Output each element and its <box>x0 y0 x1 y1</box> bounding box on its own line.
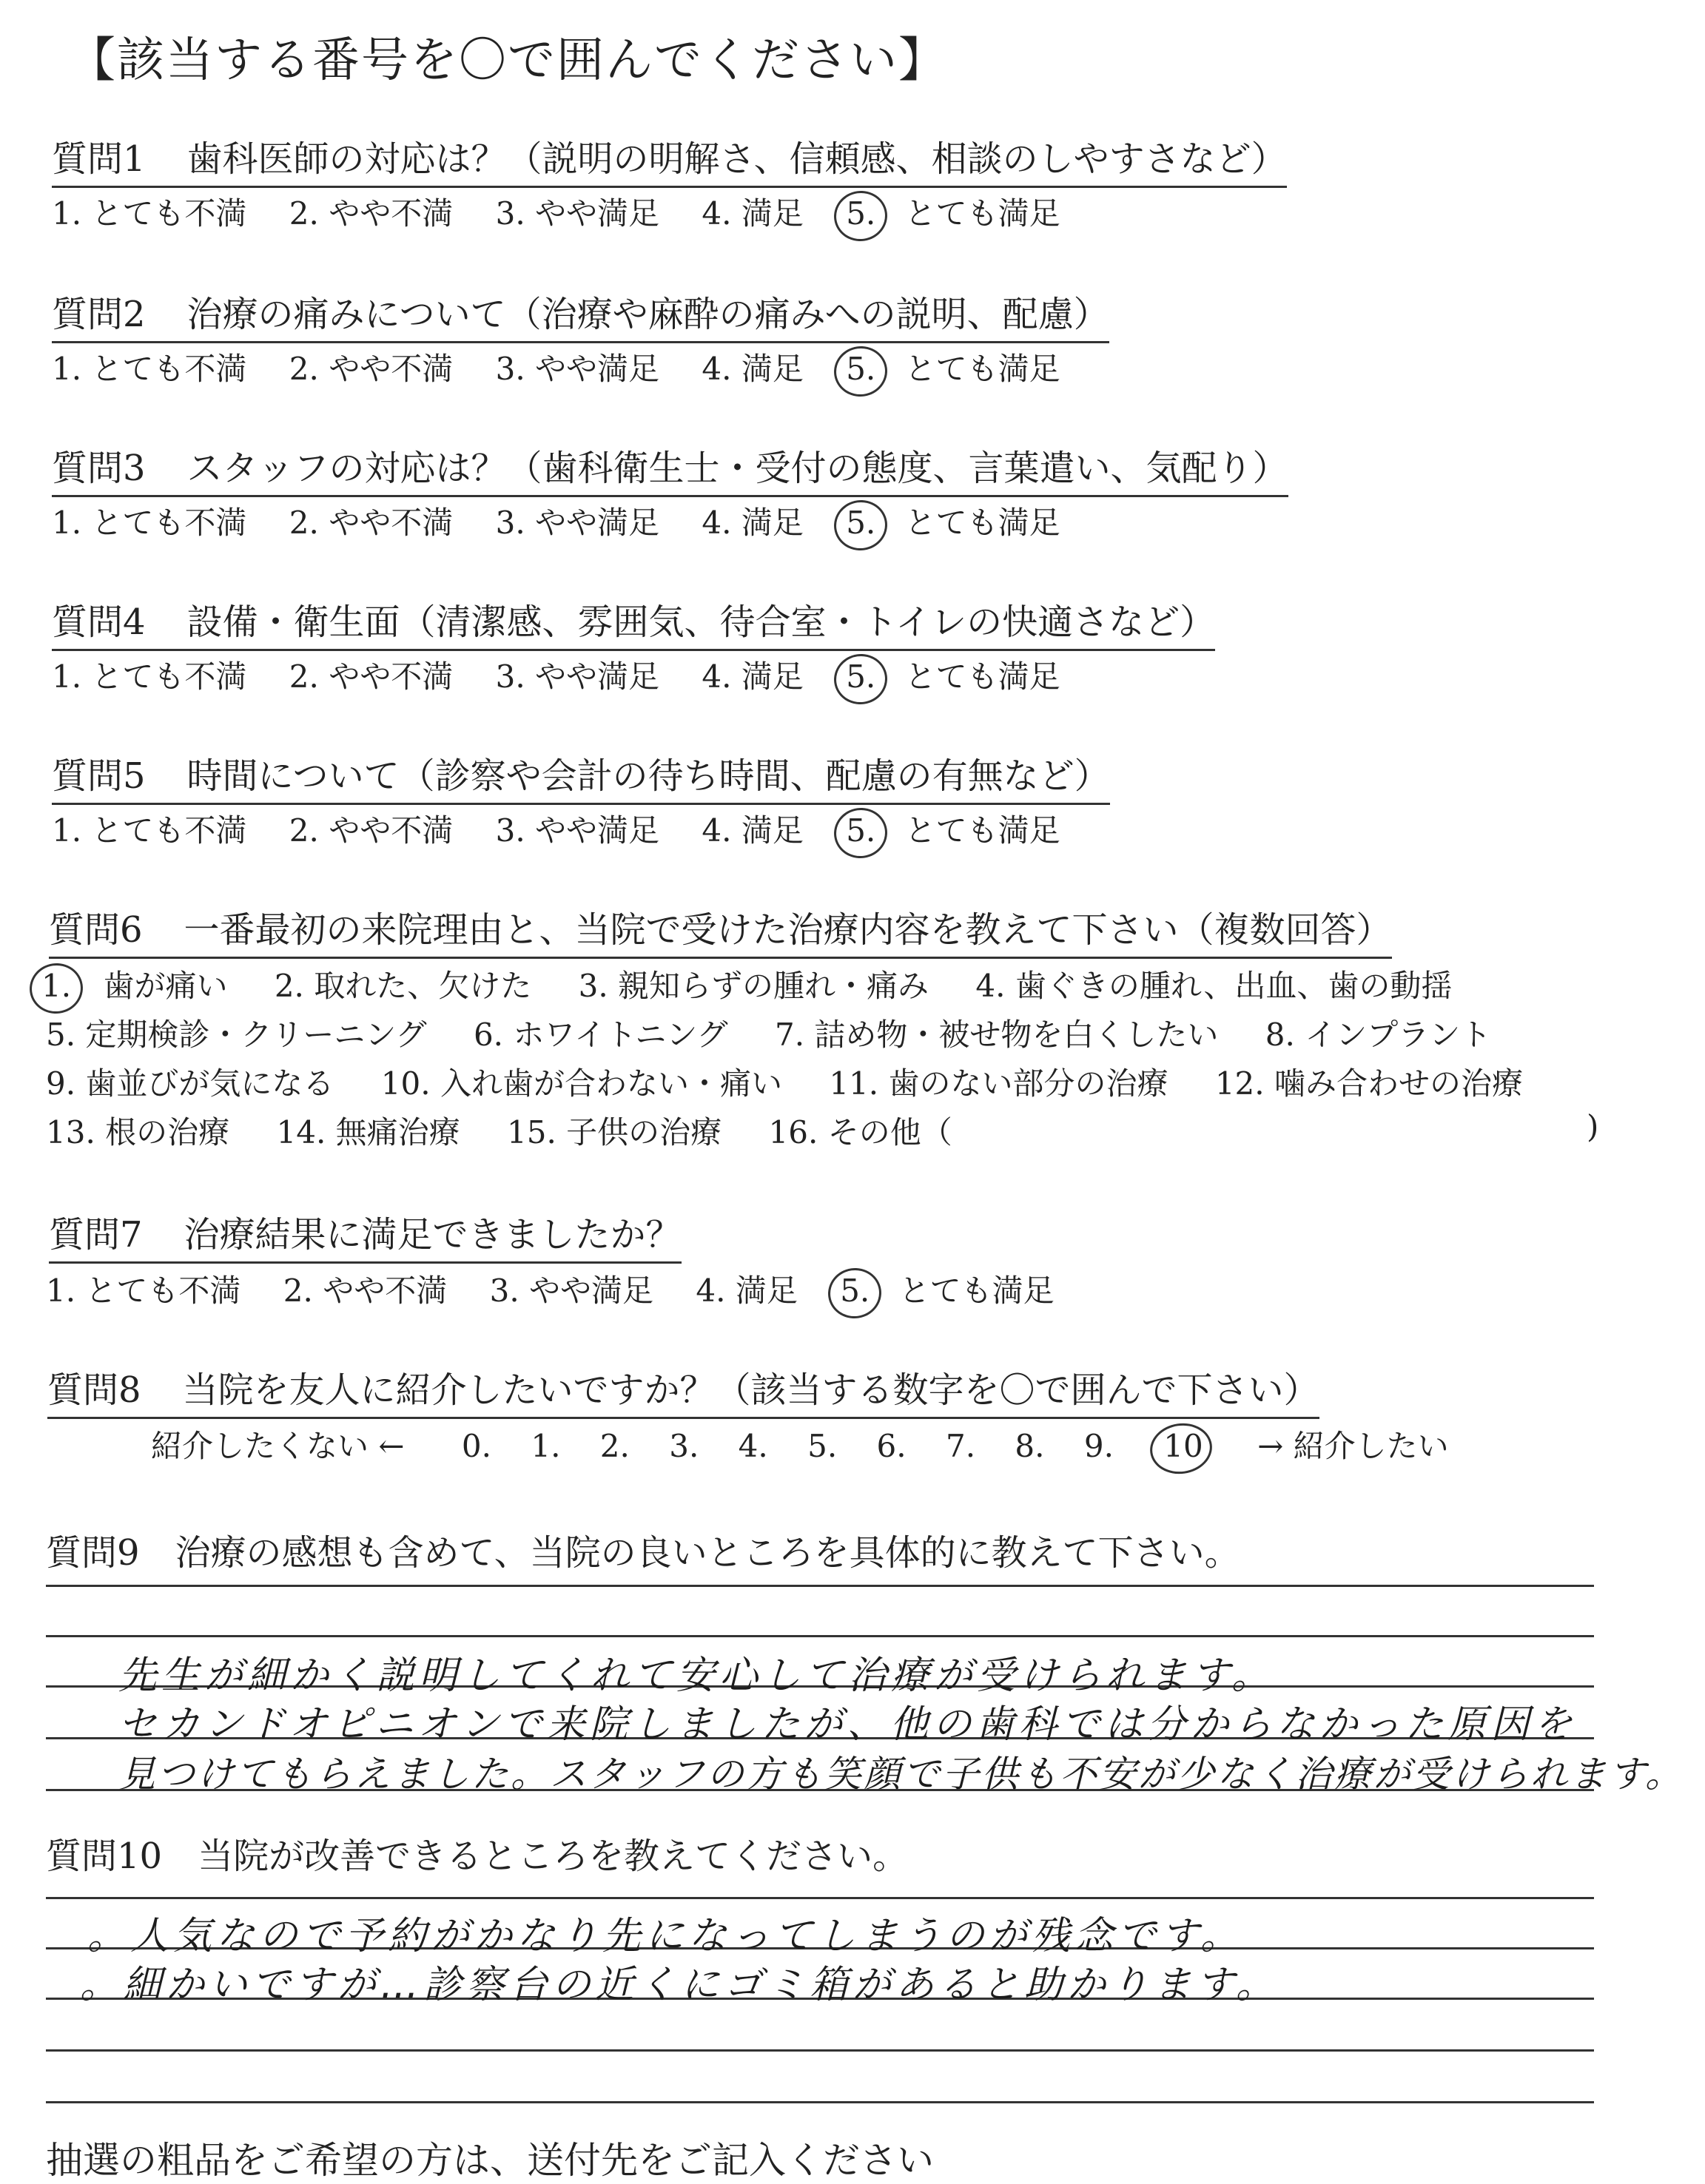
scale-right-label: → 紹介したい <box>1257 1428 1449 1464</box>
scale-0[interactable]: 0. <box>461 1428 491 1464</box>
option-4[interactable]: 4. 満足 <box>702 812 804 849</box>
option-3[interactable]: 3. やや満足 <box>495 812 660 849</box>
scale-2[interactable]: 2. <box>599 1428 630 1464</box>
question-6-row-3 <box>46 1059 1523 1104</box>
question-text: 当院を友人に紹介したいですか？（該当する数字を〇で囲んで下さい） <box>182 1369 1319 1411</box>
handwritten-answer-line: セカンドオピニオンで来院しましたが、他の歯科では分からなかった原因を <box>118 1702 1577 1747</box>
scale-10-selected[interactable]: 10 <box>1163 1428 1203 1464</box>
option-5-selected[interactable]: 5. <box>846 505 876 541</box>
footer-cut-text: 抽選の粗品をご希望の方は、送付先をご記入ください <box>46 2139 934 2182</box>
option-4[interactable]: 4. 満足 <box>702 505 804 541</box>
question-2-title <box>52 286 1109 343</box>
handwritten-answer-line: 先生が細かく説明してくれて安心して治療が受けられます。 <box>118 1654 1274 1698</box>
option-4[interactable]: 4. 満足 <box>696 1273 798 1309</box>
question-5-title <box>52 747 1110 805</box>
question-6-row-4 <box>46 1108 989 1153</box>
option-3[interactable]: 3. やや満足 <box>495 195 660 232</box>
question-4-title <box>52 593 1215 651</box>
option-4[interactable]: 4. 満足 <box>702 658 804 695</box>
reason-option[interactable]: 10. 入れ歯が合わない・痛い <box>380 1065 782 1102</box>
question-text: 歯科医師の対応は？（説明の明解さ、信頼感、相談のしやすさなど） <box>186 138 1287 180</box>
option-2[interactable]: 2. やや不満 <box>289 195 454 232</box>
option-3[interactable]: 3. やや満足 <box>489 1273 654 1309</box>
reason-option[interactable]: 11. 歯のない部分の治療 <box>829 1065 1168 1102</box>
question-number: 質問10 <box>46 1836 163 1877</box>
option-2[interactable]: 2. やや不満 <box>289 505 454 541</box>
answer-line <box>46 1585 1594 1587</box>
scale-4[interactable]: 4. <box>738 1428 768 1464</box>
question-text: 治療の感想も含めて、当院の良いところを具体的に教えて下さい。 <box>175 1532 1240 1574</box>
handwritten-answer-line: 。細かいですが…診察台の近くにゴミ箱があると助かります。 <box>80 1963 1279 2007</box>
question-9-title <box>46 1524 1240 1575</box>
option-5-selected[interactable]: 5. <box>840 1273 870 1309</box>
reason-option[interactable]: 13. 根の治療 <box>46 1114 230 1150</box>
option-4[interactable]: 4. 満足 <box>702 195 804 232</box>
question-3-title <box>52 439 1288 497</box>
answer-line <box>46 2101 1594 2103</box>
reason-option[interactable]: 3. 親知らずの腫れ・痛み <box>578 968 929 1004</box>
question-2-options <box>52 345 1093 389</box>
scale-left-label: 紹介したくない ← <box>151 1428 405 1464</box>
reason-option-other[interactable]: 16. その他（ <box>768 1114 952 1150</box>
option-2[interactable]: 2. やや不満 <box>289 351 454 387</box>
option-2[interactable]: 2. やや不満 <box>289 812 454 849</box>
option-1[interactable]: 1. とても不満 <box>46 1273 241 1309</box>
option-5-selected[interactable]: 5. <box>846 351 876 387</box>
option-3[interactable]: 3. やや満足 <box>495 351 660 387</box>
reason-option[interactable]: 12. 噛み合わせの治療 <box>1214 1065 1523 1102</box>
recommend-scale <box>151 1422 1479 1466</box>
reason-option-1-selected[interactable]: 1. <box>41 968 72 1004</box>
reason-option[interactable]: 7. 詰め物・被せ物を白くしたい <box>774 1017 1219 1053</box>
option-1[interactable]: 1. とても不満 <box>52 812 247 849</box>
question-6-row-2 <box>46 1011 1528 1055</box>
question-10-title <box>46 1827 908 1878</box>
question-7-title <box>49 1206 682 1264</box>
option-5-label: とても満足 <box>904 812 1060 849</box>
option-1[interactable]: 1. とても不満 <box>52 195 247 232</box>
question-number: 質問3 <box>52 448 146 489</box>
question-number: 質問7 <box>49 1214 143 1256</box>
question-text: スタッフの対応は？（歯科衛生士・受付の態度、言葉遣い、気配り） <box>186 448 1288 489</box>
option-3[interactable]: 3. やや満足 <box>495 658 660 695</box>
reason-option[interactable]: 6. ホワイトニング <box>473 1017 728 1053</box>
question-text: 一番最初の来院理由と、当院で受けた治療内容を教えて下さい（複数回答） <box>184 909 1392 951</box>
option-5-selected[interactable]: 5. <box>846 812 876 849</box>
reason-option-1-label: 歯が痛い <box>103 968 228 1004</box>
question-number: 質問6 <box>49 909 143 951</box>
question-number: 質問2 <box>52 294 146 335</box>
question-3-options <box>52 499 1093 543</box>
reason-option[interactable]: 8. インプラント <box>1265 1017 1492 1053</box>
answer-line <box>46 2049 1594 2052</box>
answer-line <box>46 1897 1594 1899</box>
option-5-label: とても満足 <box>904 505 1060 541</box>
question-7-options <box>46 1267 1087 1311</box>
question-number: 質問5 <box>52 755 146 797</box>
option-1[interactable]: 1. とても不満 <box>52 658 247 695</box>
reason-option[interactable]: 15. 子供の治療 <box>507 1114 722 1150</box>
option-5-selected[interactable]: 5. <box>846 658 876 695</box>
option-5-label: とても満足 <box>904 658 1060 695</box>
scale-8[interactable]: 8. <box>1015 1428 1045 1464</box>
question-text: 当院が改善できるところを教えてください。 <box>198 1836 909 1877</box>
option-2[interactable]: 2. やや不満 <box>289 658 454 695</box>
scale-5[interactable]: 5. <box>807 1428 838 1464</box>
reason-option[interactable]: 9. 歯並びが気になる <box>46 1065 334 1102</box>
scale-9[interactable]: 9. <box>1083 1428 1114 1464</box>
question-text: 治療の痛みについて（治療や麻酔の痛みへの説明、配慮） <box>186 294 1109 335</box>
question-6-title <box>49 901 1392 959</box>
question-4-options <box>52 653 1093 697</box>
question-text: 設備・衛生面（清潔感、雰囲気、待合室・トイレの快適さなど） <box>186 601 1216 643</box>
question-1-options <box>52 189 1093 234</box>
question-number: 質問9 <box>46 1532 140 1574</box>
question-number: 質問4 <box>52 601 146 643</box>
question-5-options <box>52 806 1093 851</box>
answer-line <box>46 1635 1594 1637</box>
question-text: 時間について（診察や会計の待ち時間、配慮の有無など） <box>186 755 1110 797</box>
option-3[interactable]: 3. やや満足 <box>495 505 660 541</box>
option-4[interactable]: 4. 満足 <box>702 351 804 387</box>
option-5-label: とても満足 <box>898 1273 1055 1309</box>
scale-1[interactable]: 1. <box>531 1428 561 1464</box>
option-5-selected[interactable]: 5. <box>846 195 876 232</box>
reason-option[interactable]: 2. 取れた、欠けた <box>274 968 532 1004</box>
option-5-label: とても満足 <box>904 351 1060 387</box>
scale-3[interactable]: 3. <box>669 1428 699 1464</box>
form-title: 【該当する番号を〇で囲んでください】 <box>68 33 947 88</box>
question-number: 質問8 <box>47 1369 141 1411</box>
reason-option[interactable]: 14. 無痛治療 <box>276 1114 460 1150</box>
reason-option[interactable]: 4. 歯ぐきの腫れ、出血、歯の動揺 <box>975 968 1453 1004</box>
reason-option[interactable]: 5. 定期検診・クリーニング <box>46 1017 427 1053</box>
question-text: 治療結果に満足できましたか？ <box>184 1214 682 1256</box>
option-1[interactable]: 1. とても不満 <box>52 351 247 387</box>
question-8-title <box>47 1361 1319 1419</box>
question-number: 質問1 <box>52 138 146 180</box>
option-1[interactable]: 1. とても不満 <box>52 505 247 541</box>
handwritten-answer-line: 見つけてもらえました。スタッフの方も笑顔で子供も不安が少なく治療が受けられます。 <box>118 1753 1684 1796</box>
scale-7[interactable]: 7. <box>945 1428 976 1464</box>
question-6-row-1 <box>41 962 1489 1006</box>
other-close-paren: ) <box>1587 1108 1599 1145</box>
handwritten-answer-line: 。人気なので予約がかなり先になってしまうのが残念です。 <box>87 1914 1243 1958</box>
option-2[interactable]: 2. やや不満 <box>283 1273 448 1309</box>
option-5-label: とても満足 <box>904 195 1060 232</box>
question-1-title <box>52 130 1287 188</box>
scale-6[interactable]: 6. <box>876 1428 907 1464</box>
